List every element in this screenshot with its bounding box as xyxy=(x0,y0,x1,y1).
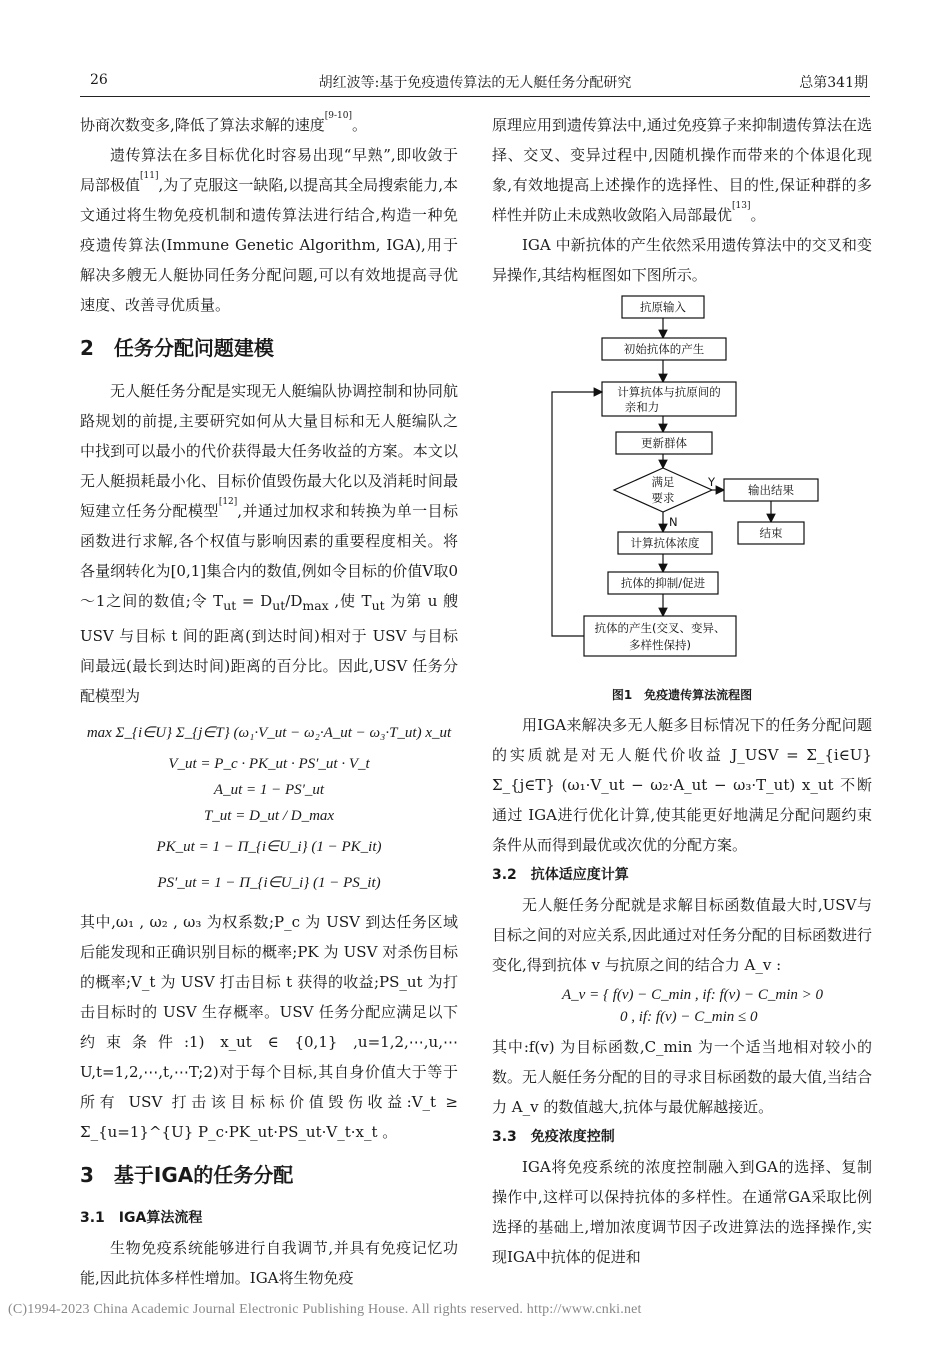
node-label: 抗体的产生(交叉、变异、 xyxy=(594,621,726,635)
branch-yes-label: Y xyxy=(708,475,716,489)
left-column xyxy=(80,110,458,1293)
node-label: 输出结果 xyxy=(748,483,794,497)
running-title: 胡红波等:基于免疫遗传算法的无人艇任务分配研究 xyxy=(318,75,632,91)
paragraph: 无人艇任务分配是实现无人艇编队协调控制和协同航路规划的前提,主要研究如何从大量目标和无人艇编队之中找到可以最小的代价获得最大任务收益的方案。本文以无人艇损耗最小化、目标价值毁伤最大化以及消耗时间最短建立任务分配模型[12],并通过加权求和转换为单一目标函数进行求解,各个权值与影响因素的重要程度相关。将各量纲转化为[0,1]集合内的数值,例如令目标的价值V取0～1之间的数值;令 $T_{ut} = D_{ut}/D_{max}$ ,使 $T_{ut}$ 为第 u 艘 USV 与目标 t 间的距离(到达时间)相对于 USV 与目标间最远(最长到达时间)距离的百分比。因此,USV 任务分配模型为 xyxy=(80,382,459,705)
node-label: 抗体的抑制/促进 xyxy=(620,576,706,590)
node-label: 亲和力 xyxy=(624,400,660,414)
paragraph: 用IGA来解决多无人艇多目标情况下的任务分配问题的实质就是对无人艇代价收益 J_USV = Σ_{i∈U} Σ_{j∈T} (ω₁·V_ut − ω₂·A_ut − ω₃·T_ut) x_ut 不断通过 IGA进行优化计算,使其能更好地满足分配问题约束条件从而得到最优或次优的分配方案。 xyxy=(492,716,872,854)
paragraph: 生物免疫系统能够进行自我调节,并具有免疫记忆功能,因此抗体多样性增加。IGA将生物免疫 xyxy=(80,1239,458,1287)
node-label: 计算抗体浓度 xyxy=(630,536,700,550)
page-header xyxy=(80,68,870,97)
flowchart xyxy=(492,290,872,680)
citation: [13] xyxy=(732,201,751,211)
citation: [12] xyxy=(218,497,238,507)
paragraph: 无人艇任务分配就是求解目标函数值最大时,USV与目标之间的对应关系,因此通过对任务分配的目标函数进行变化,得到抗体 v 与抗原之间的结合力 A_v : xyxy=(492,896,872,974)
paragraph: IGA 中新抗体的产生依然采用遗传算法中的交叉和变异操作,其结构框图如下图所示。 xyxy=(492,236,872,284)
paragraph: 原理应用到遗传算法中,通过免疫算子来抑制遗传算法在选择、交叉、变异过程中,因随机操作而带来的个体退化现象,有效地提高上述操作的选择性、目的性,保证种群的多样性并防止未成熟收敛陷入局部最优[13]。 xyxy=(492,116,872,224)
formula: V_ut = P_c · PK_ut · PS′_ut · V_t xyxy=(168,756,370,772)
issue-number: 总第341期 xyxy=(799,75,868,91)
figure-caption: 图1 免疫遗传算法流程图 xyxy=(611,688,753,702)
fitness-formula xyxy=(492,984,872,1028)
formula: max Σ_{i∈U} Σ_{j∈T} (ω₁·V_ut − ω₂·A_ut − ω₃·T_ut) x_ut xyxy=(86,725,452,741)
page-number: 26 xyxy=(90,72,108,88)
formula-block xyxy=(80,715,458,901)
paragraph: 协商次数变多,降低了算法求解的速度[9-10]。 xyxy=(80,111,368,134)
section-heading: 2 任务分配问题建模 xyxy=(80,336,274,360)
node-label: 计算抗体与抗原间的 xyxy=(617,385,721,399)
node-label: 结束 xyxy=(759,526,783,540)
node-label: 更新群体 xyxy=(641,436,687,450)
paragraph: IGA将免疫系统的浓度控制融入到GA的选择、复制操作中,这样可以保持抗体的多样性。在通常GA采取比例选择的基础上,增加浓度调节因子改进算法的选择操作,实现IGA中抗体的促进和 xyxy=(492,1158,872,1266)
branch-no-label: N xyxy=(669,515,678,529)
loop-back-arrow xyxy=(552,392,602,636)
citation: [11] xyxy=(140,171,159,181)
copyright-footer: (C)1994-2023 China Academic Journal Electronic Publishing House. All rights reserved. http://www.cnki.net xyxy=(8,1302,642,1317)
formula: 0 , if: f(v) − C_min ≤ 0 xyxy=(620,1009,758,1025)
formula: PK_ut = 1 − Π_{i∈U_i} (1 − PK_it) xyxy=(156,839,382,855)
subsection-heading: 3.3 免疫浓度控制 xyxy=(492,1129,615,1145)
paragraph: 其中:f(v) 为目标函数,C_min 为一个适当地相对较小的数。无人艇任务分配的目的寻求目标函数的最大值,当结合力 A_v 的数值越大,抗体与最优解越接近。 xyxy=(492,1038,872,1116)
paragraph: 遗传算法在多目标优化时容易出现“早熟”,即收敛于局部极值[11],为了克服这一缺陷,以提高其全局搜索能力,本文通过将生物免疫机制和遗传算法进行结合,构造一种免疫遗传算法(Immune Genetic Algorithm, IGA),用于解决多艘无人艇协同任务分配问题,可以有效地提高寻优速度、改善寻优质量。 xyxy=(80,146,458,314)
paragraph: 其中,ω₁ , ω₂ , ω₃ 为权系数;P_c 为 USV 到达任务区域后能发现和正确识别目标的概率;PK 为 USV 对杀伤目标的概率;V_t 为 USV 打击目标 t 获得的收益;PS_ut 为打击目标时的 USV 生存概率。USV 任务分配应满足以下约束条件:1) x_ut ∈ {0,1} ,u=1,2,⋯,u,⋯U,t=1,2,⋯,t,⋯T;2)对于每个目标,其自身价值大于等于所有 USV 打击该目标标价值毁伤收益:V_t ≥ Σ_{u=1}^{U} P_c·PK_ut·PS_ut·V_t·x_t 。 xyxy=(80,913,458,1141)
citation: [9-10] xyxy=(324,111,353,121)
section-heading: 3 基于IGA的任务分配 xyxy=(80,1163,294,1187)
node-label: 初始抗体的产生 xyxy=(623,342,705,356)
node-label: 要求 xyxy=(651,491,675,505)
formula: T_ut = D_ut / D_max xyxy=(203,808,335,824)
formula: A_v = { f(v) − C_min , if: f(v) − C_min > 0 xyxy=(562,987,824,1003)
node-label: 满足 xyxy=(651,475,675,489)
formula: A_ut = 1 − PS′_ut xyxy=(213,782,325,798)
subsection-heading: 3.2 抗体适应度计算 xyxy=(492,867,629,883)
right-column xyxy=(492,110,872,1272)
subsection-heading: 3.1 IGA算法流程 xyxy=(80,1210,203,1226)
node-label: 多样性保持) xyxy=(629,638,691,652)
node-label: 抗原输入 xyxy=(640,300,686,314)
formula: PS′_ut = 1 − Π_{i∈U_i} (1 − PS_it) xyxy=(157,875,381,891)
